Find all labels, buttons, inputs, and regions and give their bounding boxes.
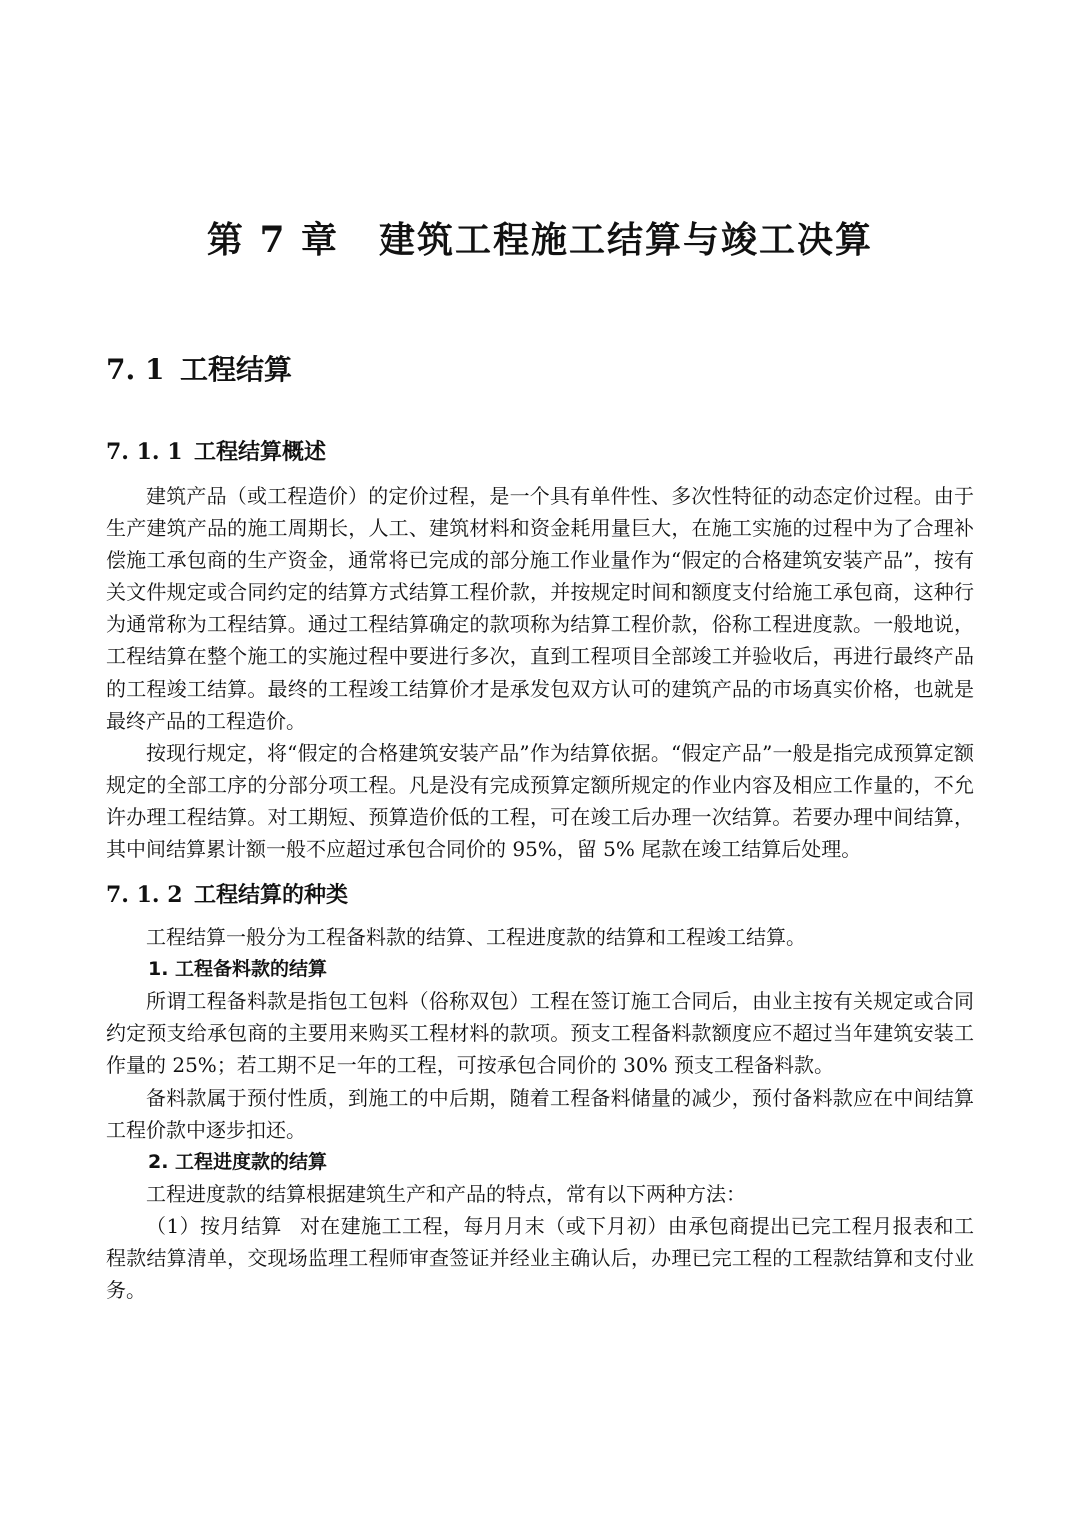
paragraph-material-advance-1: 所谓工程备料款是指包工包料（俗称双包）工程在签订施工合同后，由业主按有关规定或合同约定预支给承包商的主要用来购买工程材料的款项。预支工程备料款额度应不超过当年建筑安装工作量的 25%；若工期不足一年的工程，可按承包合同价的 30% 预支工程备料款。 <box>106 989 974 1078</box>
method-text: 对在建施工工程，每月月末（或下月初）由承包商提出已完工程月报表和工程款结算清单，交现场监理工程师审查签证并经业主确认后，办理已完工程的工程款结算和支付业务。 <box>106 1213 974 1302</box>
section-title-text: 工程结算 <box>180 353 293 386</box>
content-body <box>106 430 974 1306</box>
paragraph-material-advance-2: 备料款属于预付性质，到施工的中后期，随着工程备料储量的减少，预付备料款应在中间结算工程价款中逐步扣还。 <box>106 1085 974 1142</box>
subsection-number: 7. 1. 2 <box>106 882 183 909</box>
chapter-title <box>0 214 1080 266</box>
paragraph-overview-2: 按现行规定，将“假定的合格建筑安装产品”作为结算依据。“假定产品”一般是指完成预算定额规定的全部工序的分部分项工程。凡是没有完成预算定额所规定的作业内容及相应工作量的，不允许办理工程结算。对工期短、预算造价低的工程，可在竣工后办理一次结算。若要办理中间结算，其中间结算累计额一般不应超过承包合同价的 95%，留 5% 尾款在竣工结算后处理。 <box>106 740 974 862</box>
chapter-title-text: 建筑工程施工结算与竣工决算 <box>379 219 874 261</box>
paragraph-overview-1: 建筑产品（或工程造价）的定价过程，是一个具有单件性、多次性特征的动态定价过程。由于生产建筑产品的施工周期长，人工、建筑材料和资金耗用量巨大，在施工实施的过程中为了合理补偿施工承包商的生产资金，通常将已完成的部分施工作业量作为“假定的合格建筑安装产品”，按有关文件规定或合同约定的结算方式结算工程价款，并按规定时间和额度支付给施工承包商，这种行为通常称为工程结算。通过工程结算确定的款项称为结算工程价款，俗称工程进度款。一般地说，工程结算在整个施工的实施过程中要进行多次，直到工程项目全部竣工并验收后，再进行最终产品的工程竣工结算。最终的工程竣工结算价才是承发包双方认可的建筑产品的市场真实价格，也就是最终产品的工程造价。 <box>106 484 974 733</box>
item-title-material-advance: 1. 工程备料款的结算 <box>148 958 328 981</box>
chapter-number: 第 7 章 <box>206 219 340 261</box>
section-title <box>106 348 292 392</box>
item-title-progress-payment: 2. 工程进度款的结算 <box>148 1150 328 1173</box>
subsection-title-7-1-1 <box>106 430 974 474</box>
method-label: （1）按月结算 <box>146 1213 282 1238</box>
subsection-title-7-1-2 <box>106 873 974 917</box>
paragraph-monthly-settlement <box>106 1210 974 1306</box>
subsection-title-text: 工程结算的种类 <box>194 882 349 909</box>
paragraph-progress-intro: 工程进度款的结算根据建筑生产和产品的特点，常有以下两种方法： <box>146 1181 746 1206</box>
subsection-number: 7. 1. 1 <box>106 439 183 465</box>
section-number: 7. 1 <box>106 353 165 386</box>
paragraph-types-intro: 工程结算一般分为工程备料款的结算、工程进度款的结算和工程竣工结算。 <box>146 925 806 950</box>
subsection-title-text: 工程结算概述 <box>194 439 327 465</box>
